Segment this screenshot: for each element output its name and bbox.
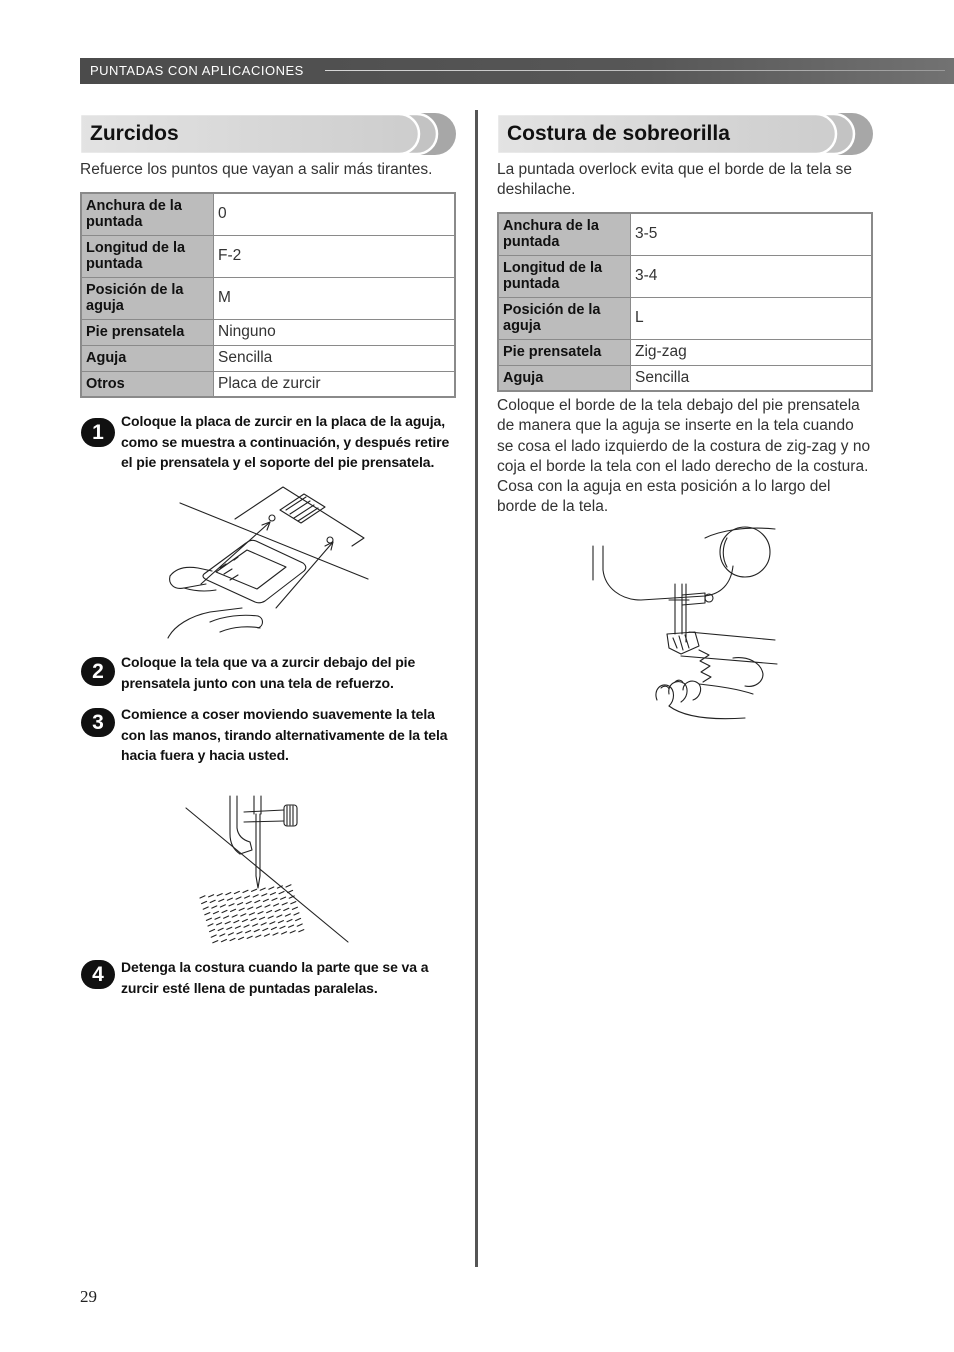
darning-stitch <box>289 925 294 927</box>
darning-stitch <box>261 923 266 925</box>
darning-stitch <box>222 910 227 912</box>
darning-stitch <box>225 922 230 924</box>
darning-stitch <box>200 896 205 898</box>
darning-stitch <box>202 901 207 903</box>
darning-stitch <box>273 933 278 935</box>
setting-value: M <box>214 277 456 319</box>
darning-stitch <box>252 889 257 891</box>
step-text: Comience a coser moviendo suavemente la tela con las manos, tirando alternativamente de la tela hacia fuera y hacia usted. <box>121 706 448 763</box>
darning-stitch <box>206 918 211 920</box>
darning-stitch <box>210 929 215 931</box>
settings-row <box>81 193 455 235</box>
overcasting-intro: La puntada overlock evita que el borde de la tela se deshilache. <box>497 161 853 198</box>
darning-stitch <box>290 931 295 933</box>
darning-stitch <box>213 912 218 914</box>
darning-stitch <box>280 926 285 928</box>
darning-stitch <box>256 906 261 908</box>
darning-stitch <box>239 937 244 939</box>
darning-stitch <box>234 891 239 893</box>
darning-stitch <box>258 912 263 914</box>
setting-value: Sencilla <box>631 365 873 391</box>
setting-label: Longitud de la puntada <box>81 235 214 277</box>
darning-stitch <box>251 918 256 920</box>
darning-stitch <box>264 934 269 936</box>
darning-stitch <box>211 935 216 937</box>
darning-stitch <box>294 913 299 915</box>
darning-stitch <box>217 894 222 896</box>
overcasting-instructions: Coloque el borde de la tela debajo del pie prensatela de manera que la aguja se inserte en la tela cuando se cosa el lado izquierdo de la costura de zig-zag y no coja el borde la tela con el lado derecho de la costura. Cosa con la aguja en esta posición a lo largo del borde de la tela. <box>497 397 871 516</box>
darning-stitch <box>242 919 247 921</box>
settings-row <box>498 255 872 297</box>
darning-stitch <box>262 894 267 896</box>
step-text: Detenga la costura cuando la parte que se va a zurcir esté llena de puntadas paralelas. <box>121 959 429 996</box>
settings-row <box>81 235 455 277</box>
darning-stitch <box>217 923 222 925</box>
step-1 <box>80 411 456 473</box>
setting-value: Ninguno <box>214 319 456 345</box>
darning-stitch <box>265 905 270 907</box>
darning-stitch <box>277 915 282 917</box>
darning-plate-illustration <box>160 480 375 645</box>
step-text: Coloque la placa de zurcir en la placa de la aguja, como se muestra a continuación, y después retire el pie prensatela y el soporte del pie prensatela. <box>121 413 450 470</box>
overcasting-section <box>497 0 873 1352</box>
darning-stitch <box>219 899 224 901</box>
darning-stitch <box>256 935 261 937</box>
settings-row <box>498 213 872 255</box>
darning-stitch <box>272 898 277 900</box>
darning-stitch <box>282 903 287 905</box>
darning-stitch <box>232 915 237 917</box>
setting-value: Zig-zag <box>631 339 873 365</box>
darning-stitch <box>231 909 236 911</box>
darning-stitch <box>270 922 275 924</box>
setting-value: L <box>631 297 873 339</box>
step-3 <box>80 704 456 766</box>
page-number: 29 <box>80 1287 97 1306</box>
darning-stitch <box>269 887 274 889</box>
darning-stitch-pattern <box>200 885 304 943</box>
darning-stitch <box>297 924 302 926</box>
setting-value: Sencilla <box>214 345 456 371</box>
darning-stitch <box>287 920 292 922</box>
setting-label: Aguja <box>81 345 214 371</box>
darning-stitch <box>238 903 243 905</box>
darning-settings-table <box>80 192 456 398</box>
darning-stitch <box>288 890 293 892</box>
darning-stitch <box>213 941 218 943</box>
step-text: Coloque la tela que va a zurcir debajo del pie prensatela junto con una tela de refuerzo. <box>121 654 416 691</box>
darning-stitch <box>210 900 215 902</box>
setting-label: Anchura de la puntada <box>498 213 631 255</box>
setting-label: Anchura de la puntada <box>81 193 214 235</box>
step-number-badge: 4 <box>81 960 115 989</box>
settings-row <box>498 339 872 365</box>
setting-label: Pie prensatela <box>498 339 631 365</box>
darning-stitch <box>221 940 226 942</box>
darning-stitch <box>263 928 268 930</box>
step-2 <box>80 652 456 693</box>
darning-stitch <box>299 930 304 932</box>
darning-stitch <box>253 924 258 926</box>
darning-stitch <box>274 904 279 906</box>
darning-stitch <box>226 893 231 895</box>
setting-value: F-2 <box>214 235 456 277</box>
darning-stitch <box>268 916 273 918</box>
setting-value: 3-4 <box>631 255 873 297</box>
darning-stitch <box>285 914 290 916</box>
overcasting-heading <box>497 113 873 155</box>
darning-stitch <box>224 916 229 918</box>
darning-stitch <box>246 931 251 933</box>
darning-stitch <box>292 907 297 909</box>
darning-stitch <box>228 933 233 935</box>
darning-stitch <box>215 917 220 919</box>
darning-stitch <box>296 918 301 920</box>
darning-stitch <box>260 917 265 919</box>
darning-stitch <box>205 913 210 915</box>
darning-stitch <box>267 911 272 913</box>
setting-value: 0 <box>214 193 456 235</box>
settings-row <box>81 319 455 345</box>
darning-stitch <box>234 921 239 923</box>
darning-stitch <box>249 913 254 915</box>
darning-stitch <box>248 907 253 909</box>
settings-row <box>81 345 455 371</box>
setting-label: Posición de la aguja <box>498 297 631 339</box>
step-number-badge: 1 <box>81 418 115 447</box>
darning-stitch <box>244 925 249 927</box>
darning-stitch <box>254 930 259 932</box>
overcasting-heading-text: Costura de sobreorilla <box>507 122 730 145</box>
darning-stitch <box>247 936 252 938</box>
settings-row <box>81 277 455 319</box>
darning-stitches-illustration <box>180 790 355 950</box>
darning-stitch <box>227 898 232 900</box>
darning-heading-text: Zurcidos <box>90 122 179 145</box>
step-4 <box>80 957 456 998</box>
overcasting-foot-illustration <box>585 522 780 722</box>
darning-stitch <box>230 938 235 940</box>
step-number-badge: 2 <box>81 657 115 686</box>
column-divider <box>475 110 478 1267</box>
darning-stitch <box>263 899 268 901</box>
darning-stitch <box>208 924 213 926</box>
darning-stitch <box>239 908 244 910</box>
darning-stitch <box>291 902 296 904</box>
setting-label: Aguja <box>498 365 631 391</box>
darning-stitch <box>212 906 217 908</box>
darning-stitch <box>246 902 251 904</box>
darning-section <box>80 0 456 1352</box>
step-number-badge: 3 <box>81 708 115 737</box>
darning-stitch <box>236 897 241 899</box>
darning-stitch <box>275 909 280 911</box>
darning-stitch <box>253 895 258 897</box>
settings-row <box>498 365 872 391</box>
darning-heading <box>80 113 456 155</box>
setting-label: Otros <box>81 371 214 397</box>
setting-label: Pie prensatela <box>81 319 214 345</box>
darning-stitch <box>218 928 223 930</box>
darning-stitch <box>284 908 289 910</box>
settings-row <box>498 297 872 339</box>
darning-stitch <box>220 905 225 907</box>
darning-stitch <box>227 927 232 929</box>
darning-stitch <box>237 932 242 934</box>
darning-stitch <box>235 926 240 928</box>
darning-stitch <box>229 904 234 906</box>
darning-stitch <box>241 914 246 916</box>
darning-stitch <box>271 927 276 929</box>
darning-stitch <box>270 893 275 895</box>
overcasting-settings-table <box>497 212 873 392</box>
darning-stitch <box>255 900 260 902</box>
setting-value: 3-5 <box>631 213 873 255</box>
darning-stitch <box>243 890 248 892</box>
darning-stitch <box>209 895 214 897</box>
darning-intro: Refuerce los puntos que vayan a salir más tirantes. <box>80 161 433 178</box>
darning-stitch <box>260 888 265 890</box>
setting-label: Posición de la aguja <box>81 277 214 319</box>
darning-stitch <box>279 892 284 894</box>
setting-label: Longitud de la puntada <box>498 255 631 297</box>
setting-value: Placa de zurcir <box>214 371 456 397</box>
darning-stitch <box>278 921 283 923</box>
darning-stitch <box>282 932 287 934</box>
darning-stitch <box>220 934 225 936</box>
section-title: PUNTADAS CON APLICACIONES <box>90 63 304 78</box>
darning-stitch <box>286 885 291 887</box>
darning-stitch <box>281 897 286 899</box>
darning-stitch <box>203 907 208 909</box>
settings-row <box>81 371 455 397</box>
darning-stitch <box>245 896 250 898</box>
